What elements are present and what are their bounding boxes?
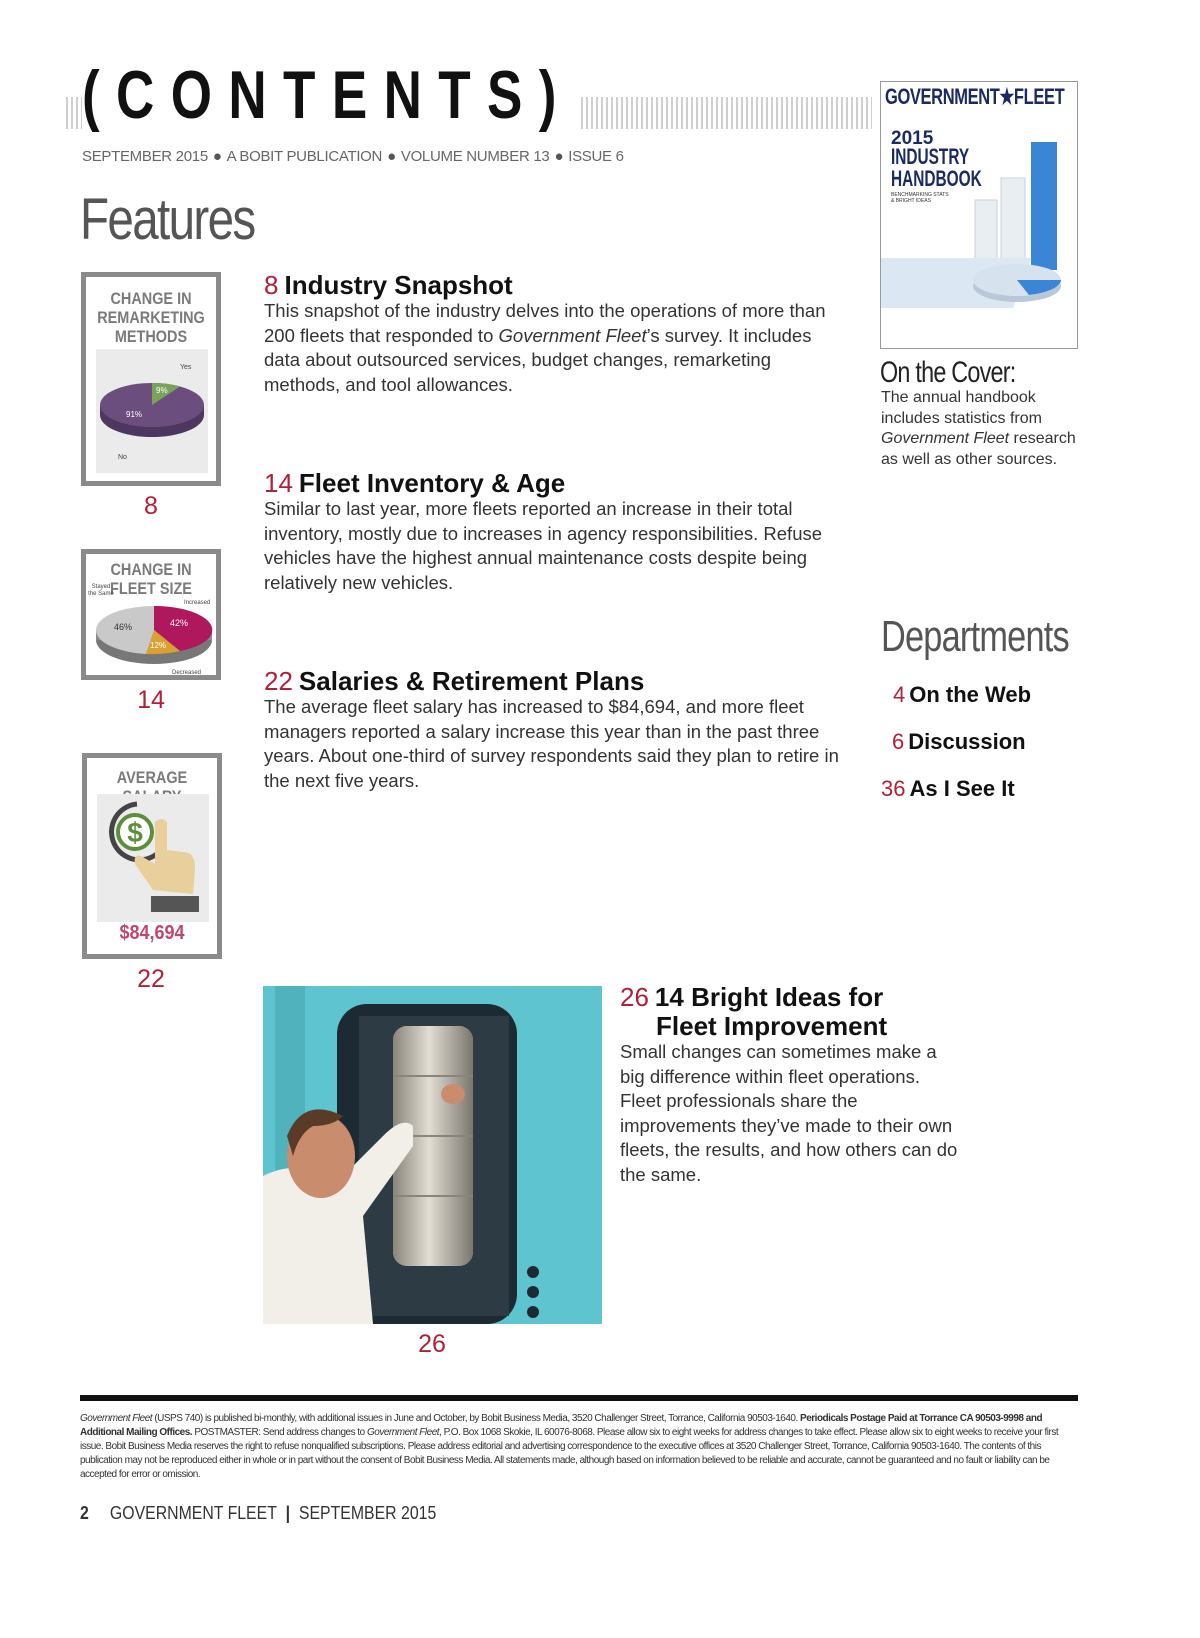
remarketing-thumb-title: CHANGE IN REMARKETING METHODS bbox=[97, 289, 205, 346]
feature-page-number: 8 bbox=[264, 270, 279, 300]
photo-page-number: 26 bbox=[418, 1330, 446, 1358]
fleet-size-thumb-page: 14 bbox=[137, 686, 165, 714]
pie-label-decreased: Decreased bbox=[172, 670, 202, 676]
fleet-size-thumbnail[interactable] bbox=[81, 549, 221, 680]
feature-bright-ideas-body: Small changes can sometimes make a big difference within fleet operations. Fleet professionals share the improvements they’ve made to their own fleets, the results, and how others can do the same. bbox=[620, 1041, 958, 1185]
feature-fleet-inventory-heading[interactable] bbox=[264, 468, 565, 499]
feature-title: Fleet Inventory & Age bbox=[298, 468, 566, 498]
folio: 2 GOVERNMENT FLEET | SEPTEMBER 2015 bbox=[80, 1503, 437, 1523]
dateline: SEPTEMBER 2015 ● A BOBIT PUBLICATION ● VOLUME NUMBER 13 ● ISSUE 6 bbox=[82, 148, 624, 165]
cover-thumbnail[interactable] bbox=[880, 81, 1078, 349]
feature-title-line2: Fleet Improvement bbox=[656, 1011, 888, 1041]
salary-thumb-title: AVERAGE bbox=[116, 768, 188, 787]
publication-name: GOVERNMENT FLEET bbox=[109, 1503, 277, 1523]
mechanic-photo[interactable] bbox=[263, 986, 602, 1324]
cover-headline: INDUSTRY HANDBOOK bbox=[891, 144, 982, 191]
cover-brand: GOVERNMENT★FLEET bbox=[885, 84, 1065, 109]
pie-label-stayed-pct: 46% bbox=[114, 622, 133, 632]
salary-value: $84,694 bbox=[119, 922, 185, 944]
salary-thumb-page: 22 bbox=[137, 965, 165, 993]
on-the-cover-text: The annual handbook includes statistics from Government Fleet research as well as other sources. bbox=[881, 389, 1076, 468]
dateline-volume: VOLUME NUMBER 13 bbox=[400, 148, 550, 165]
dateline-publisher: A BOBIT PUBLICATION bbox=[226, 148, 383, 165]
page-number: 2 bbox=[80, 1503, 89, 1523]
on-the-cover-heading: On the Cover: bbox=[880, 356, 1016, 389]
cover-art bbox=[881, 138, 1078, 349]
dateline-date: SEPTEMBER 2015 bbox=[82, 148, 208, 165]
remarketing-thumbnail[interactable] bbox=[81, 272, 221, 486]
fine-print: Government Fleet (USPS 740) is published bi-monthly, with additional issues in June and October, by Bobit Business Media, 3520 Challenger Street, Torrance, California 90503-1640. Periodicals Postage Paid at Torrance CA 90503-9998 and Additional Mailing Offices. POSTMASTER: Send address changes to Government Fleet, P.O. Box 1068 Skokie, IL 60076-8068. Please allow six to eight weeks for address changes to take effect. Please allow six to eight weeks to receive your first issue. Bobit Business Media reserves the right to refuse nonqualified subscriptions. Please address editorial and advertising correspondence to the executive offices at 3520 Challenger Street, Torrance, California 90503-1640. The contents of this publication may not be reproduced either in whole or in part without the consent of Bobit Business Media. All statements made, although based on information believed to be reliable and accurate, cannot be guaranteed and no fault or liability can be accepted for error or omission. bbox=[80, 1413, 1059, 1480]
feature-page-number: 26 bbox=[620, 982, 649, 1012]
svg-text:$: $ bbox=[127, 817, 143, 848]
contents-title: (CONTENTS) bbox=[82, 55, 581, 135]
issue-date: SEPTEMBER 2015 bbox=[298, 1503, 437, 1523]
feature-fleet-inventory-body: Similar to last year, more fleets reported an increase in their total inventory, mostly due to increases in agency responsibilities. Refuse vehicles have the highest annual maintenance costs despite being relatively new vehicles. bbox=[264, 498, 823, 593]
cover-kicker: BENCHMARKING STATS & BRIGHT IDEAS bbox=[891, 192, 949, 204]
cover-year: 2015 bbox=[891, 128, 934, 149]
salary-illustration bbox=[97, 794, 209, 922]
features-heading: Features bbox=[80, 187, 255, 252]
pie-label-no: No bbox=[118, 454, 127, 461]
pie-label-increased: Increased bbox=[184, 600, 211, 606]
remarketing-thumb-page: 8 bbox=[144, 492, 158, 520]
department-on-the-web[interactable]: 4 On the Web bbox=[893, 682, 1032, 707]
salary-thumbnail[interactable] bbox=[82, 753, 222, 959]
feature-bright-ideas-heading[interactable] bbox=[620, 982, 883, 1013]
feature-title: Salaries & Retirement Plans bbox=[298, 666, 645, 696]
feature-industry-snapshot-body: This snapshot of the industry delves into the operations of more than 200 fleets that responded to Government Fleet’s survey. It includes data about outsourced services, budget changes, remarketing methods, and tool allowances. bbox=[264, 300, 826, 395]
pie-label-stayed: Stayed the Same bbox=[88, 584, 114, 597]
department-as-i-see-it[interactable]: 36 As I See It bbox=[881, 776, 1015, 801]
department-discussion[interactable]: 6 Discussion bbox=[892, 729, 1026, 754]
feature-industry-snapshot-heading[interactable] bbox=[264, 270, 513, 301]
remarketing-pie-chart bbox=[96, 349, 208, 473]
footer-rule bbox=[80, 1395, 1078, 1401]
dateline-issue: ISSUE 6 bbox=[568, 148, 624, 165]
pie-label-yes: Yes bbox=[180, 364, 192, 371]
departments-heading: Departments bbox=[881, 612, 1069, 661]
worker-hand bbox=[441, 1084, 465, 1104]
feature-salaries-heading[interactable] bbox=[264, 666, 644, 697]
feature-page-number: 22 bbox=[264, 666, 293, 696]
pie-label-yes-pct: 9% bbox=[156, 386, 168, 395]
pie-label-no-pct: 91% bbox=[126, 410, 143, 419]
feature-title: Industry Snapshot bbox=[284, 270, 513, 300]
fleet-size-thumb-title: CHANGE IN FLEET SIZE bbox=[110, 560, 192, 598]
feature-page-number: 14 bbox=[264, 468, 293, 498]
cuff bbox=[151, 896, 199, 912]
feature-title-line1: 14 Bright Ideas for bbox=[654, 982, 884, 1012]
pie-label-increased-pct: 42% bbox=[170, 618, 189, 628]
feature-salaries-body: The average fleet salary has increased to $84,694, and more fleet managers reported a salary increase this year than in the past three years. About one-third of survey respondents said they plan to retire in the next five years. bbox=[264, 696, 839, 791]
pie-label-decreased-pct: 12% bbox=[150, 641, 167, 650]
